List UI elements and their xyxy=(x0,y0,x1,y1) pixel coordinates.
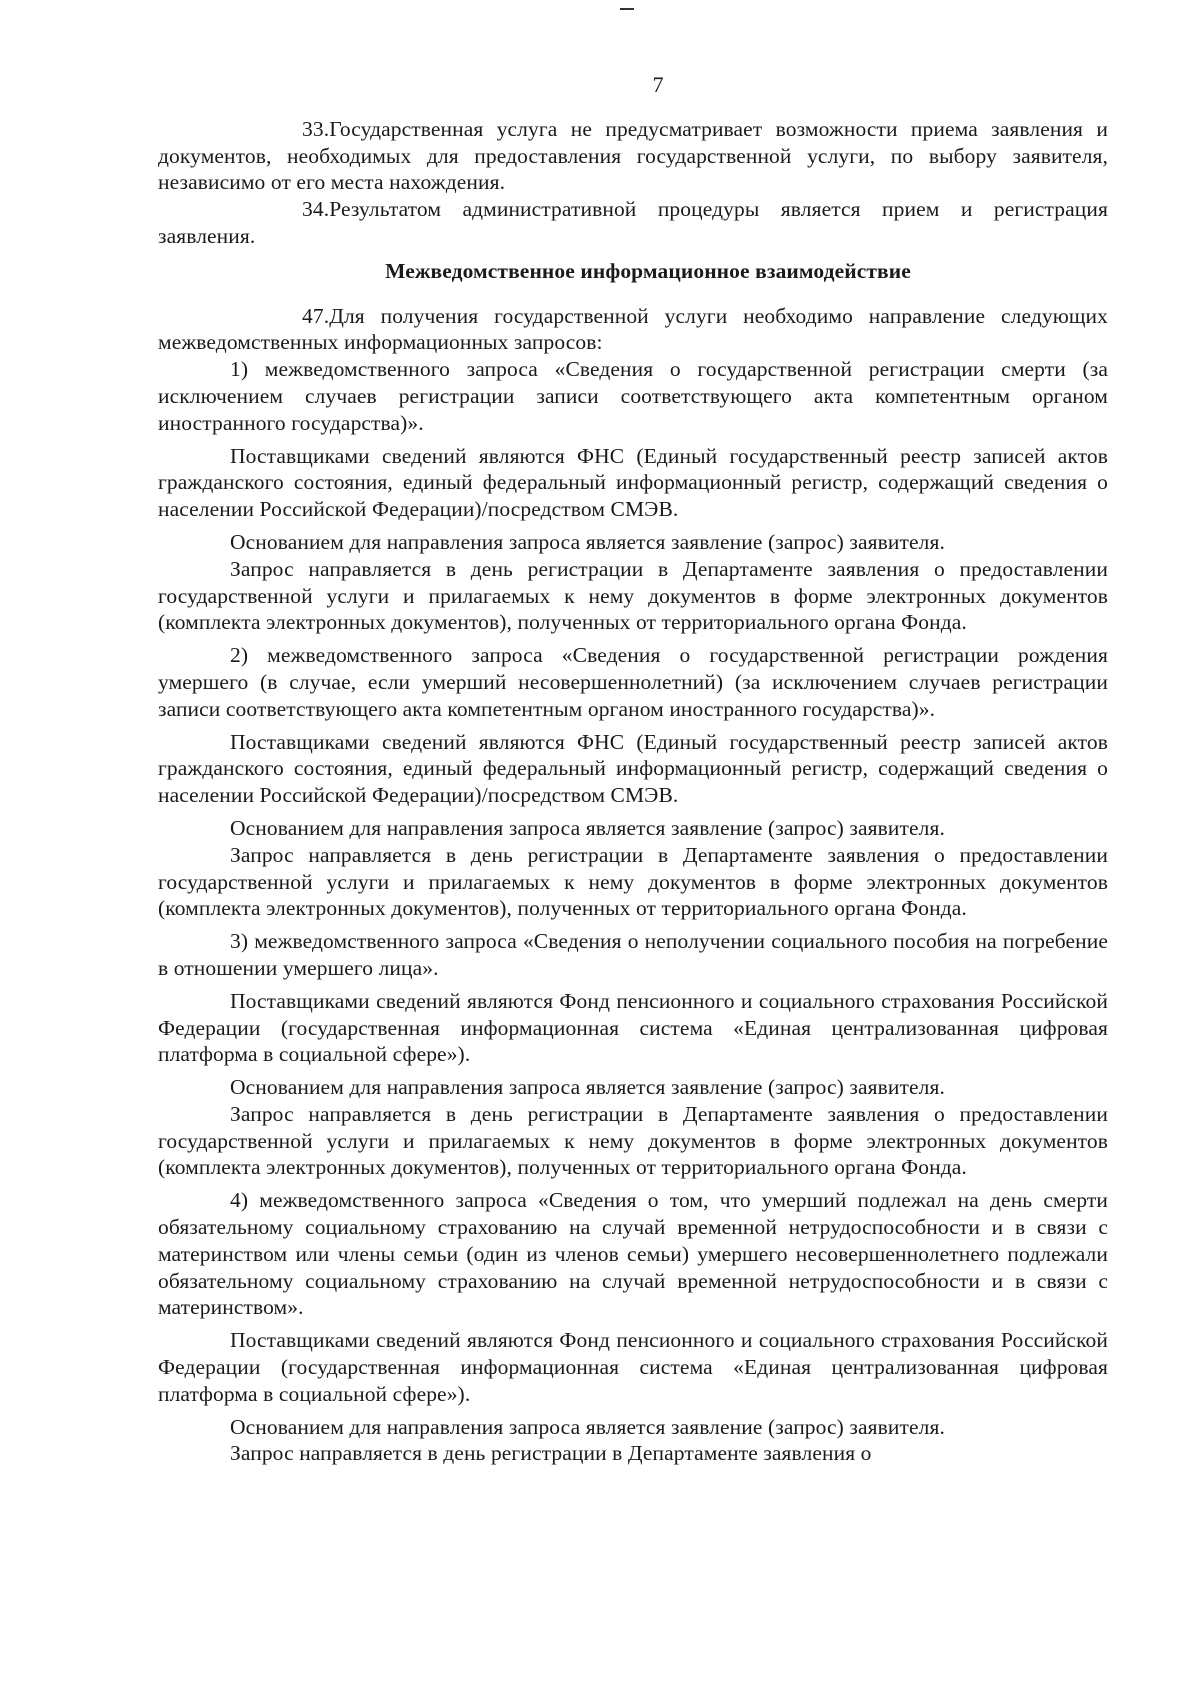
request-3-suppliers: Поставщиками сведений являются Фонд пенсионного и социального страхования Российской Федерации (государственная информационная система «Единая централизованная цифровая платформа в социальной сфере»). xyxy=(158,988,1108,1067)
request-4-title: 4) межведомственного запроса «Сведения о том, что умерший подлежал на день смерти обязательному социальному страхованию на случай временной нетрудоспособности и в связи с материнством или члены семьи (один из членов семьи) умершего несовершеннолетнего подлежали обязательному социальному страхованию на случай временной нетрудоспособности и в связи с материнством». xyxy=(158,1188,1108,1320)
request-4-timing: Запрос направляется в день регистрации в Департаменте заявления о xyxy=(230,1441,872,1466)
request-2-timing: Запрос направляется в день регистрации в Департаменте заявления о предоставлении государственной услуги и прилагаемых к нему документов в форме электронных документов (комплекта электронных документов), полученных от территориального органа Фонда. xyxy=(158,842,1108,921)
section-heading: Межведомственное информационное взаимодействие xyxy=(385,258,911,283)
request-1-timing: Запрос направляется в день регистрации в Департаменте заявления о предоставлении государственной услуги и прилагаемых к нему документов в форме электронных документов (комплекта электронных документов), полученных от территориального органа Фонда. xyxy=(158,556,1108,635)
paragraph-number: 34. xyxy=(302,197,330,222)
request-2-title: 2) межведомственного запроса «Сведения о государственной регистрации рождения умершего (в случае, если умерший несовершеннолетний) (за исключением случаев регистрации записи соответствующего акта компетентным органом иностранного государства)». xyxy=(158,643,1108,721)
document-page xyxy=(158,72,1108,1467)
request-1-title: 1) межведомственного запроса «Сведения о государственной регистрации смерти (за исключением случаев регистрации записи соответствующего акта компетентным органом иностранного государства)». xyxy=(158,357,1108,435)
page-number: 7 xyxy=(652,72,664,97)
request-2-suppliers: Поставщиками сведений являются ФНС (Единый государственный реестр записей актов гражданского состояния, единый федеральный информационный регистр, содержащий сведения о населении Российской Федерации)/посредством СМЭВ. xyxy=(158,729,1108,808)
paragraph-text: Для получения государственной услуги необходимо направление следующих межведомственных информационных запросов: xyxy=(158,303,1108,355)
request-1-basis: Основанием для направления запроса является заявление (запрос) заявителя. xyxy=(230,529,945,554)
paragraph-47 xyxy=(158,303,1108,357)
request-4-basis: Основанием для направления запроса является заявление (запрос) заявителя. xyxy=(230,1414,945,1439)
request-4-suppliers: Поставщиками сведений являются Фонд пенсионного и социального страхования Российской Федерации (государственная информационная система «Единая централизованная цифровая платформа в социальной сфере»). xyxy=(158,1328,1108,1406)
request-3-basis: Основанием для направления запроса является заявление (запрос) заявителя. xyxy=(230,1075,945,1100)
request-3-title: 3) межведомственного запроса «Сведения о неполучении социального пособия на погребение в отношении умершего лица». xyxy=(158,929,1108,980)
paragraph-number: 47. xyxy=(302,303,330,328)
request-3-timing: Запрос направляется в день регистрации в Департаменте заявления о предоставлении государственной услуги и прилагаемых к нему документов в форме электронных документов (комплекта электронных документов), полученных от территориального органа Фонда. xyxy=(158,1101,1108,1180)
paragraph-text: Государственная услуга не предусматривает возможности приема заявления и документов, необходимых для предоставления государственной услуги, по выбору заявителя, независимо от его места нахождения. xyxy=(158,116,1108,195)
paragraph-33 xyxy=(158,116,1108,196)
paragraph-text: Результатом административной процедуры является прием и регистрация заявления. xyxy=(158,197,1108,248)
request-2-basis: Основанием для направления запроса является заявление (запрос) заявителя. xyxy=(230,815,945,840)
paragraph-number: 33. xyxy=(302,116,330,141)
scan-artifact xyxy=(620,8,634,10)
request-1-suppliers: Поставщиками сведений являются ФНС (Единый государственный реестр записей актов гражданского состояния, единый федеральный информационный регистр, содержащий сведения о населении Российской Федерации)/посредством СМЭВ. xyxy=(158,443,1108,522)
paragraph-34 xyxy=(158,196,1108,250)
